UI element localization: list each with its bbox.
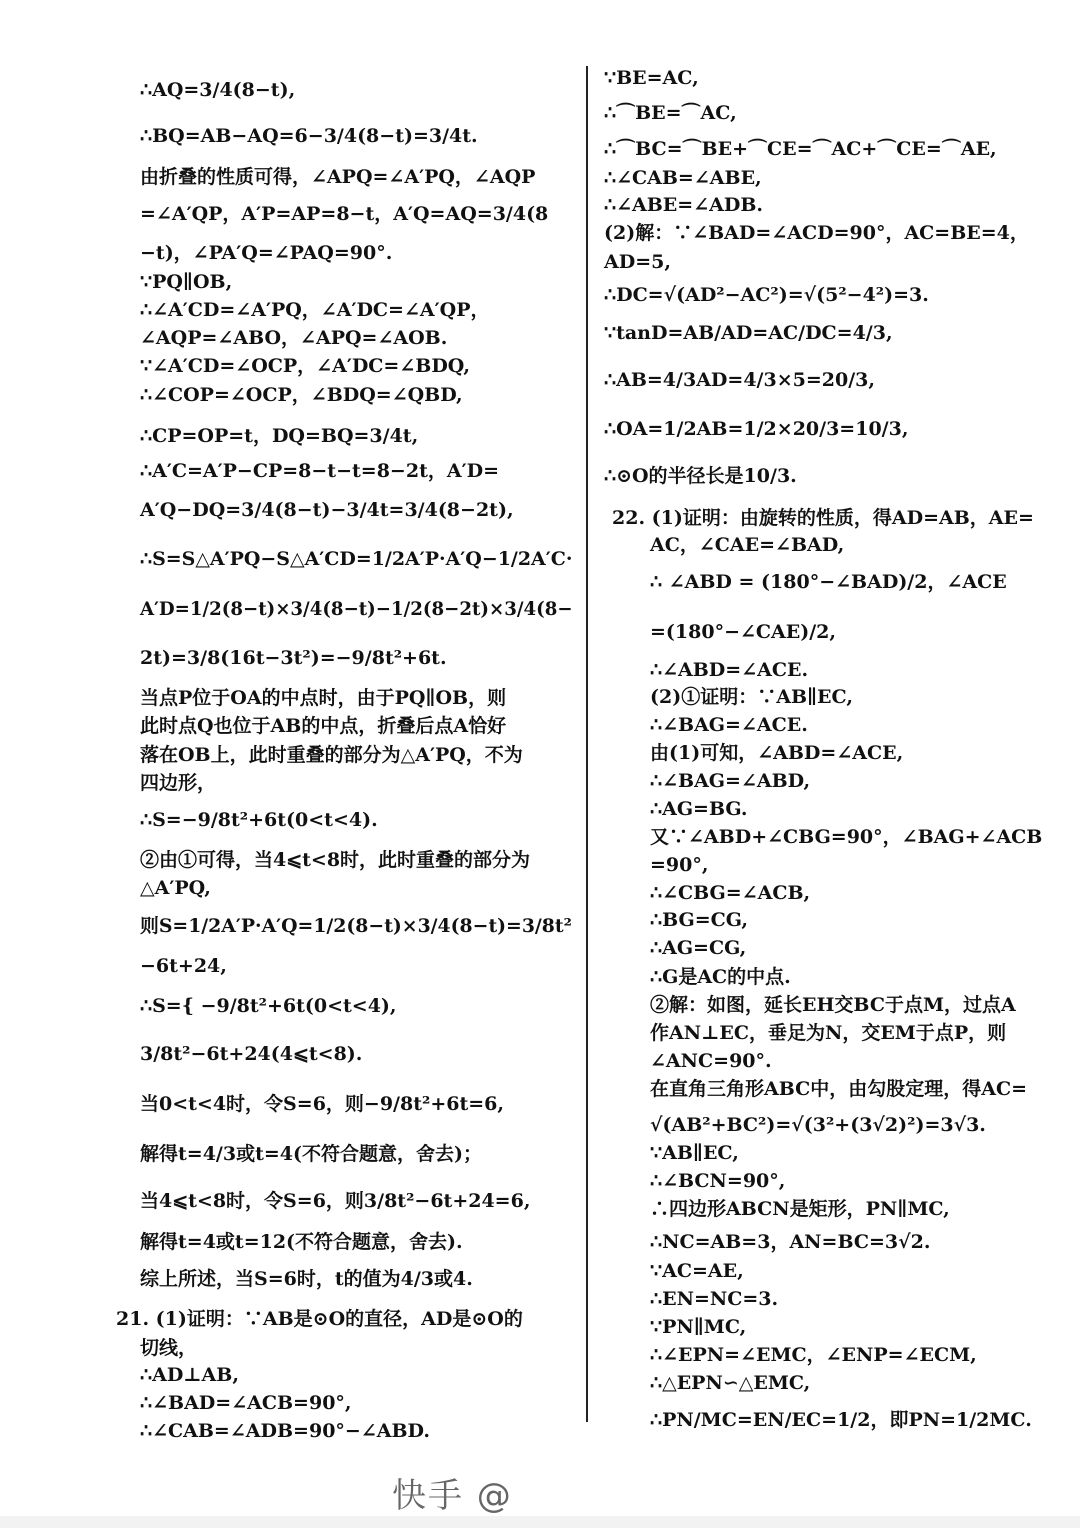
left-line: 解得t=4或t=12(不符合题意，舍去). [140,1231,463,1253]
right-line: =90°, [650,854,709,876]
left-line: ∵∠A′CD=∠OCP，∠A′DC=∠BDQ, [140,355,471,377]
left-line: ∴S=−9/8t²+6t(0<t<4). [140,809,378,831]
left-line: ∴∠COP=∠OCP，∠BDQ=∠QBD, [140,384,463,406]
right-line: ∴G是AC的中点. [650,966,791,988]
right-line: ∴NC=AB=3，AN=BC=3√2. [650,1231,931,1253]
left-line: △A′PQ, [140,877,211,899]
left-line: ∴∠BAD=∠ACB=90°, [140,1392,352,1414]
right-line: ∴EN=NC=3. [650,1288,779,1310]
right-line: ②解：如图，延长EH交BC于点M，过点A [650,994,1016,1016]
left-line: ∴CP=OP=t，DQ=BQ=3/4t, [140,425,419,447]
right-line: (2)解：∵∠BAD=∠ACD=90°，AC=BE=4， [604,222,1029,244]
left-line: ∴S={ −9/8t²+6t(0<t<4), [140,995,397,1017]
left-line: 3/8t²−6t+24(4⩽t<8). [140,1043,363,1065]
right-line: ∵AC=AE, [650,1260,744,1282]
left-line: 解得t=4/3或t=4(不符合题意，舍去)； [140,1143,482,1165]
left-line: A′D=1/2(8−t)×3/4(8−t)−1/2(8−2t)×3/4(8− [140,598,573,620]
left-line: ∴AD⊥AB, [140,1364,239,1386]
left-line: 切线， [140,1337,198,1359]
left-line: −6t+24, [140,955,227,977]
right-line: ∴AG=BG. [650,798,748,820]
right-line: (2)①证明：∵AB∥EC, [650,686,853,708]
left-line: 落在OB上，此时重叠的部分为△A′PQ，不为 [140,744,523,766]
right-line: ∴∠ABE=∠ADB. [604,194,764,216]
right-line: ∴AG=CG, [650,937,747,959]
right-line: ∵BE=AC, [604,67,699,89]
left-line: ∴BQ=AB−AQ=6−3/4(8−t)=3/4t. [140,125,478,147]
left-line: 四边形， [140,772,217,794]
left-line: −t)，∠PA′Q=∠PAQ=90°. [140,242,393,264]
right-line: ∴∠CAB=∠ABE, [604,167,762,189]
right-line: ∴PN/MC=EN/EC=1/2，即PN=1/2MC. [650,1409,1032,1431]
left-line: ∵PQ∥OB, [140,271,233,293]
right-line: 在直角三角形ABC中，由勾股定理，得AC= [650,1078,1028,1100]
right-line: 由(1)可知，∠ABD=∠ACE, [650,742,904,764]
right-line: ∴OA=1/2AB=1/2×20/3=10/3, [604,418,909,440]
bottom-band [0,1516,1080,1528]
left-line: 此时点Q也位于AB的中点，折叠后点A恰好 [140,715,507,737]
left-line: 当0<t<4时，令S=6，则−9/8t²+6t=6, [140,1093,504,1115]
left-line: A′Q−DQ=3/4(8−t)−3/4t=3/4(8−2t), [140,499,514,521]
left-line: ∴S=S△A′PQ−S△A′CD=1/2A′P·A′Q−1/2A′C· [140,548,573,570]
left-line: 当4⩽t<8时，令S=6，则3/8t²−6t+24=6, [140,1190,531,1212]
right-line: ∴⊙O的半径长是10/3. [604,465,797,487]
left-line: 2t)=3/8(16t−3t²)=−9/8t²+6t. [140,647,447,669]
right-line: AC，∠CAE=∠BAD, [650,534,845,556]
right-line: ∴⌒BE=⌒AC, [604,102,737,124]
right-line: ∵AB∥EC, [650,1142,739,1164]
right-line: ∴∠CBG=∠ACB, [650,882,811,904]
left-line: 21. (1)证明：∵AB是⊙O的直径，AD是⊙O的 [116,1308,523,1330]
left-line: ∴∠CAB=∠ADB=90°−∠ABD. [140,1420,430,1442]
right-line: ∵tanD=AB/AD=AC/DC=4/3, [604,322,893,344]
right-line: ∴AB=4/3AD=4/3×5=20/3, [604,369,875,391]
left-line: ∴∠A′CD=∠A′PQ，∠A′DC=∠A′QP， [140,299,490,321]
right-line: =(180°−∠CAE)/2, [650,621,837,643]
right-line: ∴∠BCN=90°, [650,1170,786,1192]
left-line: =∠A′QP，A′P=AP=8−t，A′Q=AQ=3/4(8 [140,203,549,225]
right-line: AD=5, [604,251,671,273]
watermark: 快手 @ [392,1476,513,1516]
left-line: 由折叠的性质可得，∠APQ=∠A′PQ，∠AQP [140,166,536,188]
right-line: ∴∠BAG=∠ACE. [650,714,808,736]
left-line: 综上所述，当S=6时，t的值为4/3或4. [140,1268,473,1290]
right-line: 又∵∠ABD+∠CBG=90°，∠BAG+∠ACB [650,826,1043,848]
right-line: ∴△EPN∽△EMC, [650,1372,811,1394]
left-line: ∠AQP=∠ABO，∠APQ=∠AOB. [140,327,448,349]
right-line: ∴BG=CG, [650,909,748,931]
right-line: ∴∠BAG=∠ABD, [650,770,811,792]
right-line: 作AN⊥EC，垂足为N，交EM于点P，则 [650,1022,1007,1044]
right-line: ∴四边形ABCN是矩形，PN∥MC, [650,1198,950,1220]
left-line: 则S=1/2A′P·A′Q=1/2(8−t)×3/4(8−t)=3/8t² [140,915,572,937]
right-line: ∴ ∠ABD = (180°−∠BAD)/2，∠ACE [650,571,1007,593]
left-line: ②由①可得，当4⩽t<8时，此时重叠的部分为 [140,849,531,871]
left-line: ∴AQ=3/4(8−t), [140,79,296,101]
right-line: ∴∠EPN=∠EMC，∠ENP=∠ECM, [650,1344,977,1366]
left-line: ∴A′C=A′P−CP=8−t−t=8−2t，A′D= [140,460,499,482]
right-line: ∵PN∥MC, [650,1316,747,1338]
right-line: ∴∠ABD=∠ACE. [650,659,809,681]
right-line: ∴DC=√(AD²−AC²)=√(5²−4²)=3. [604,284,929,306]
left-line: 当点P位于OA的中点时，由于PQ∥OB，则 [140,687,507,709]
right-line: ∴⌒BC=⌒BE+⌒CE=⌒AC+⌒CE=⌒AE, [604,138,997,160]
column-divider [586,66,588,1422]
right-line: ∠ANC=90°. [650,1050,772,1072]
right-line: √(AB²+BC²)=√(3²+(3√2)²)=3√3. [650,1114,986,1136]
right-line: 22. (1)证明：由旋转的性质，得AD=AB，AE= [612,507,1034,529]
